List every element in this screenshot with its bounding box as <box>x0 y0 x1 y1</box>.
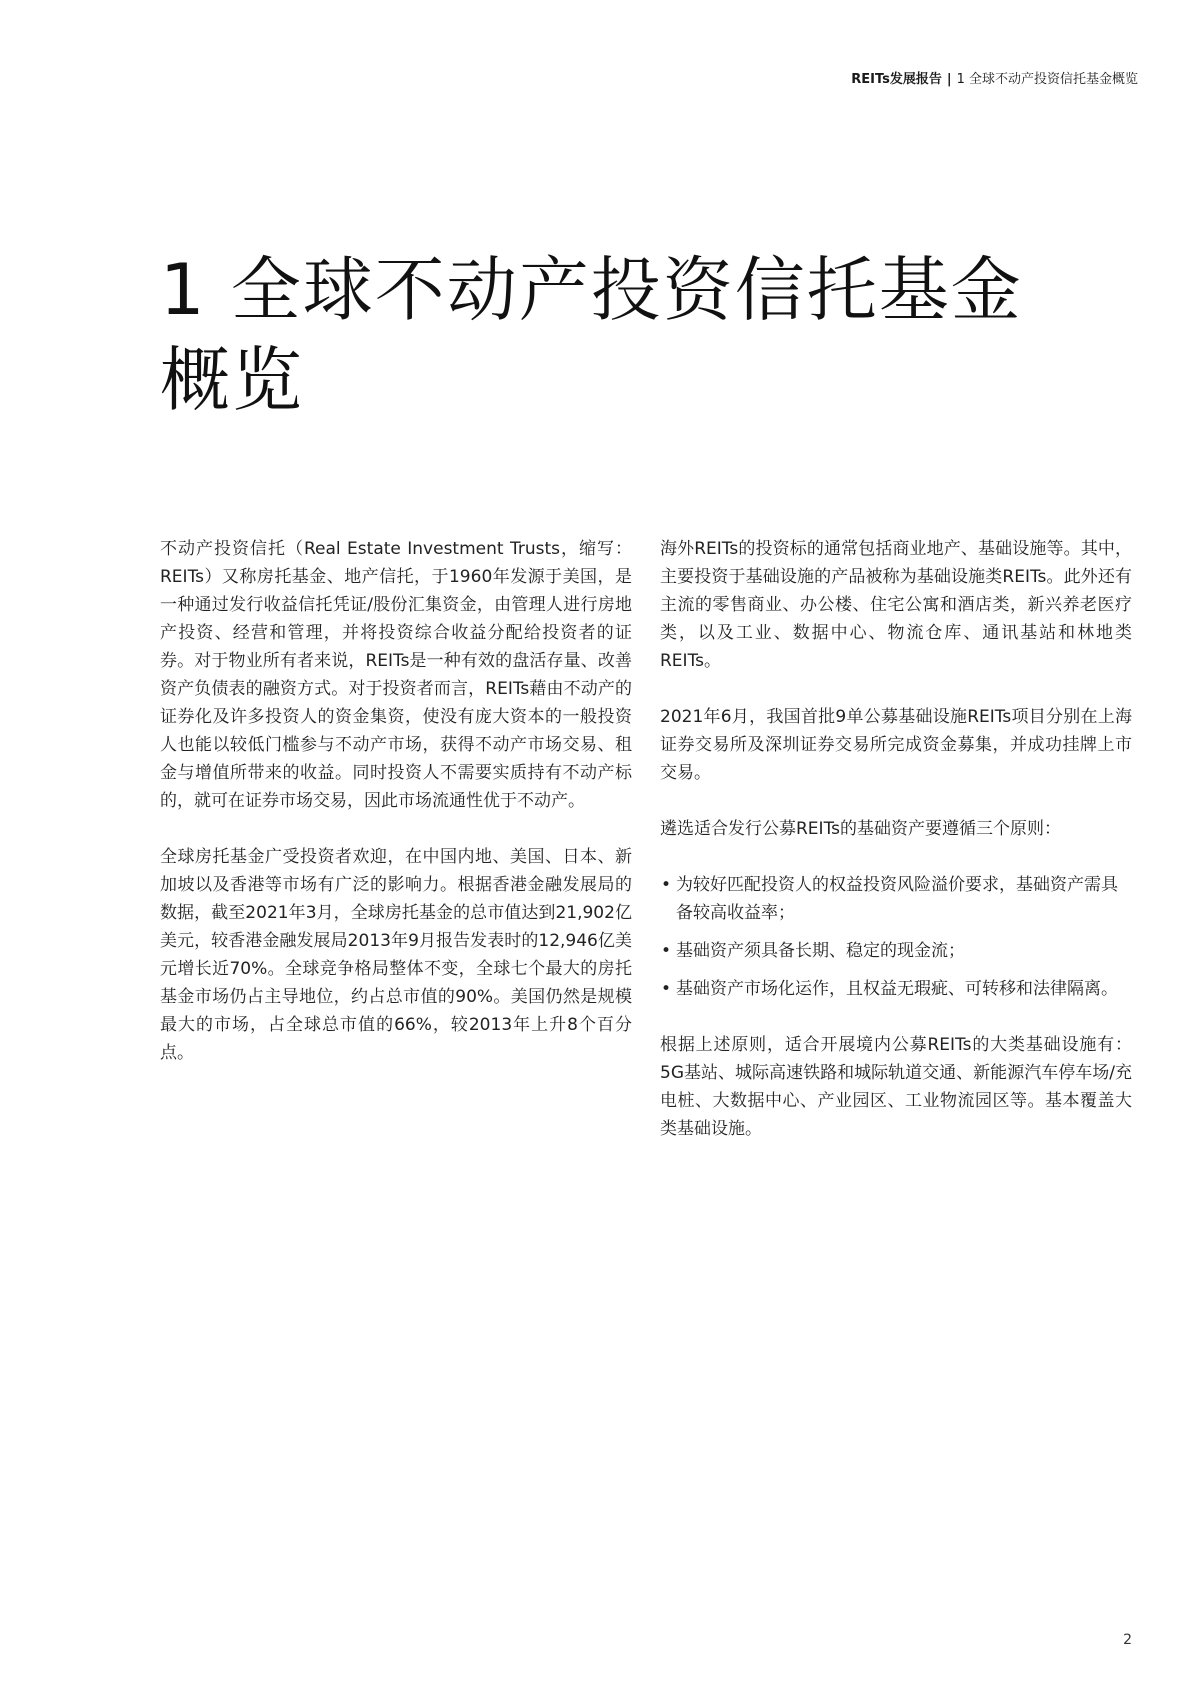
page-number: 2 <box>1123 1632 1132 1648</box>
left-text-column <box>160 535 632 1095</box>
header-report-name: REITs发展报告 <box>851 72 942 87</box>
right-paragraph-2: 2021年6月，我国首批9单公募基础设施REITs项目分别在上海证券交易所及深圳证券交易所完成资金募集，并成功挂牌上市交易。 <box>660 707 1132 783</box>
right-paragraph-1: 海外REITs的投资标的通常包括商业地产、基础设施等。其中，主要投资于基础设施的产品被称为基础设施类REITs。此外还有主流的零售商业、办公楼、住宅公寓和酒店类，新兴养老医疗类，以及工业、数据中心、物流仓库、通讯基站和林地类REITs。 <box>660 539 1132 671</box>
running-header <box>851 68 1138 87</box>
right-paragraph-3: 遴选适合发行公募REITs的基础资产要遵循三个原则： <box>660 819 1061 839</box>
header-chapter-label: 1 全球不动产投资信托基金概览 <box>956 72 1138 87</box>
header-separator: | <box>946 72 952 87</box>
left-paragraph-2: 全球房托基金广受投资者欢迎，在中国内地、美国、日本、新加坡以及香港等市场有广泛的影响力。根据香港金融发展局的数据，截至2021年3月，全球房托基金的总市值达到21,902亿美元，较香港金融发展局2013年9月报告发表时的12,946亿美元增长近70%。全球竞争格局整体不变，全球七个最大的房托基金市场仍占主导地位，约占总市值的90%。美国仍然是规模最大的市场，占全球总市值的66%，较2013年上升8个百分点。 <box>160 847 632 1063</box>
bullet-icon: • <box>661 875 672 895</box>
chapter-title-line-2: 概览 <box>160 339 304 421</box>
bullet-icon: • <box>661 979 672 999</box>
principle-text-2: 基础资产须具备长期、稳定的现金流； <box>676 941 965 961</box>
right-paragraph-4: 根据上述原则，适合开展境内公募REITs的大类基础设施有：5G基站、城际高速铁路和城际轨道交通、新能源汽车停车场/充电桩、大数据中心、产业园区、工业物流园区等。基本覆盖大类基础设施。 <box>660 1035 1132 1139</box>
chapter-title-line-1: 1 全球不动产投资信托基金 <box>160 249 1023 331</box>
principle-text-3: 基础资产市场化运作，且权益无瑕疵、可转移和法律隔离。 <box>676 979 1118 999</box>
principle-item-1 <box>660 871 1132 927</box>
chapter-title <box>160 245 1080 425</box>
right-text-column <box>660 535 1132 1171</box>
principles-list <box>660 871 1132 1003</box>
left-paragraph-1: 不动产投资信托（Real Estate Investment Trusts，缩写：REITs）又称房托基金、地产信托，于1960年发源于美国，是一种通过发行收益信托凭证/股份汇集资金，由管理人进行房地产投资、经营和管理，并将投资综合收益分配给投资者的证券。对于物业所有者来说，REITs是一种有效的盘活存量、改善资产负债表的融资方式。对于投资者而言，REITs藉由不动产的证券化及许多投资人的资金集资，使没有庞大资本的一般投资人也能以较低门槛参与不动产市场，获得不动产市场交易、租金与增值所带来的收益。同时投资人不需要实质持有不动产标的，就可在证券市场交易，因此市场流通性优于不动产。 <box>160 539 632 811</box>
principle-item-3 <box>660 975 1132 1003</box>
principle-text-1: 为较好匹配投资人的权益投资风险溢价要求，基础资产需具备较高收益率； <box>676 875 1118 923</box>
principle-item-2 <box>660 937 1132 965</box>
bullet-icon: • <box>661 941 672 961</box>
